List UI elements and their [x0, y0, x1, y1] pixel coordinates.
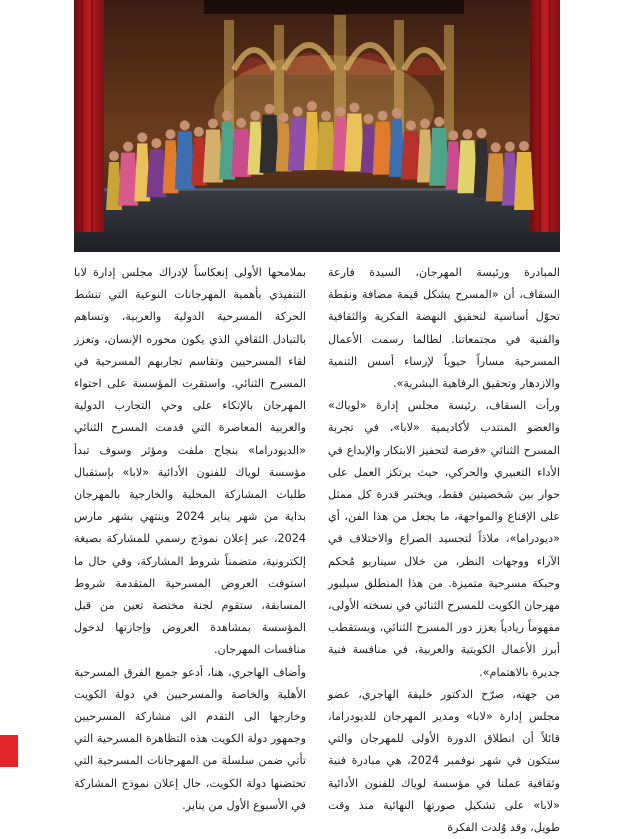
performer-head	[420, 118, 430, 128]
paragraph: من جهته، صرّح الدكتور خليفة الهاجري، عضو مجلس إدارة «لابا» ومدير المهرجان للديودراما، قائلاً أن انطلاق الدورة الأولى للمهرجان والتي ستكون في شهر نوفمبر 2024، هي مبادرة فنية وثقافية عملنا في مؤسسة لوياك للفنون الأدائية «لابا» على تشكيل صورتها النهائية منذ وقت طويل، وقد وُلدت الفكرة	[328, 687, 560, 835]
performer-head	[194, 127, 204, 137]
performer-head	[505, 142, 515, 152]
performer-head	[265, 104, 275, 114]
performer-head	[293, 107, 303, 117]
performer-head	[363, 114, 373, 124]
performer-head	[434, 117, 444, 127]
performer-head	[491, 142, 501, 152]
theater-stage-photo	[74, 0, 560, 252]
performer-head	[335, 107, 345, 117]
paragraph: بملامحها الأولى إنعكاساً لإدراك مجلس إدارة لابا التنفيذي بأهمية المهرجانات النوعية التي تنشط الحركة المسرحية الدولية والعربية، وتساهم بالتبادل الثقافي الذي يكون محوره الإنسان، وتعزز لقاء المسرحيين وتقاسم تجاربهم المسرحية في المسرح الثنائي. واستقرت المؤسسة على احتواء المهرجان بالإتكاء على وحي التجارب الدولية والعربية المعاصرة التي قدمت المسرح الثنائي «الديودراما» بنجاح ملفت ومؤثر وسوف تبدأ مؤسسة لوياك للفنون الأدائية «لابا» بإستقبال طلبات المشاركة المحلية والخارجية بالمهرجان بداية من شهر يناير 2024 وينتهي بشهر مارس 2024، عبر إعلان نموذج رسمي للمشاركة بصيغة إلكترونية، متضمناً شروط المشاركة، وفي حال ما استوفت العروض المسرحية المتقدمة شروط المسابقة، ستقوم لجنة مختصة تعين من قبل المؤسسة بمشاهدة العروض وإجازتها لدخول منافسات المهرجان.	[74, 266, 307, 657]
performer-head	[180, 120, 190, 130]
performer-head	[448, 130, 458, 140]
performer-head	[222, 111, 232, 121]
performer-head	[166, 129, 176, 139]
performer-head	[208, 118, 218, 128]
paragraph: المبادرة ورئيسة المهرجان، السيدة فارعة السقاف، أن «المسرح يشكل قيمة مضافة ونقطة تحوّل أساسية لتحقيق النهضة الفكرية والثقافية والفنية في مجتمعاتنا. لطالما رسمت الأعمال المسرحية مساراً حيوياً لإرساء أسس التنمية والازدهار وتحقيق الرفاهية البشرية».	[328, 266, 560, 391]
performer-head	[462, 129, 472, 139]
performer-head	[378, 111, 388, 121]
paragraph: وأضاف الهاجري، هنا، أدعو جميع الفرق المسرحية الأهلية والخاصة والمسرحيين في دولة الكويت وخارجها الى التقدم الى مشاركة المسرحيين وجمهور دولة الكويت هذه التظاهرة المسرحية التي تأتي ضمن سلسلة من المهرجانات المسرحية التي تحتضنها دولة الكويت، حال إعلان نموذج المشاركة في الأسبوع الأول من يناير.	[74, 665, 306, 812]
page-accent-tab	[0, 735, 18, 767]
performer-head	[307, 101, 317, 111]
paragraph: ورأت السقاف، رئيسة مجلس إدارة «لوياك» والعضو المنتدب لأكاديمية «لابا»، في تجربة المسرح الثنائي «فرصة لتحفيز الابتكار والإبداع في الأداء التعبيري والحركي، حيث يرتكز العمل على حوار بين شخصيتين فقط، ويختبر قدرة كل ممثل على الإقناع والمواجهة، ما يجعل من هذا الفن، أي «ديودراما»، ملاذاً لتجسيد الصراع والاختلاف في الآراء ووجهات النظر، من خلال سيناريو مُحكم وحبكة مسرحية متميزة. من هذا المنطلق سيلبور مهرجان الكويت للمسرح الثنائي في نسخته الأولى، مفهوماً ريادياً يعزز دور المسرح الثنائي، ويستقطب أبرز الأعمال الكويتية والعربية، في منافسة فنية جديرة بالاهتمام».	[328, 399, 560, 679]
performer-head	[477, 128, 487, 138]
performer-head	[109, 151, 119, 161]
performer-head	[151, 138, 161, 148]
performer-head	[349, 102, 359, 112]
performer-head	[250, 111, 260, 121]
article-column-right	[328, 262, 560, 839]
performer-head	[406, 121, 416, 131]
performer-head	[123, 142, 133, 152]
performer-head	[519, 141, 529, 151]
performer-figure	[514, 152, 534, 210]
performer-head	[137, 132, 147, 142]
article-column-left	[74, 262, 306, 817]
performer-head	[392, 108, 402, 118]
performer-head	[279, 112, 289, 122]
performer-head	[236, 118, 246, 128]
performer-head	[321, 111, 331, 121]
